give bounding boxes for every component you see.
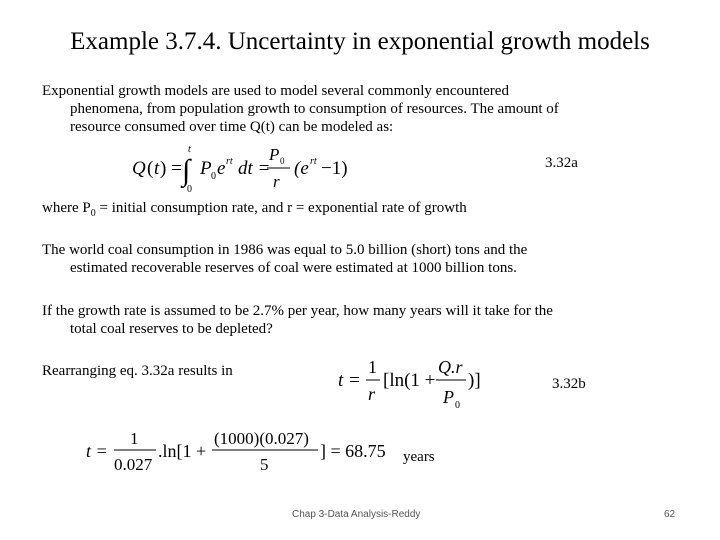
eq-c-result: ] = 68.75: [320, 441, 386, 461]
eq-b-denominator-sub: 0: [455, 400, 460, 411]
equation-label-3-32a: 3.32a: [545, 155, 578, 171]
eq-b-ln-open: [ln(1 +: [383, 370, 436, 391]
eq-a-P: P: [200, 158, 212, 179]
where-line: [42, 199, 682, 223]
page-number: 62: [664, 509, 676, 520]
eq-a-P-sub: 0: [211, 171, 216, 182]
eq-c-one: 1: [130, 429, 139, 448]
question-line-1: If the growth rate is assumed to be 2.7% per year, how many years will it take for the: [42, 303, 553, 319]
eq-c-lhs: t =: [86, 441, 108, 461]
where-subscript: 0: [90, 208, 96, 219]
rearranging-text: Rearranging eq. 3.32a results in: [42, 363, 233, 379]
eq-c-rate: 0.027: [114, 455, 153, 474]
eq-b-lhs: t =: [338, 370, 361, 391]
coal-paragraph: [42, 241, 682, 277]
intro-line-1: Exponential growth models are used to model several commonly encountered: [42, 83, 509, 99]
eq-c-ln-open: .ln[1 +: [158, 441, 207, 461]
eq-a-frac-den: r: [273, 172, 280, 191]
eq-a-dt: dt =: [238, 158, 271, 179]
intro-paragraph: [42, 82, 682, 136]
eq-c-numerator: (1000)(0.027): [214, 429, 309, 448]
eq-a-Q: Q: [132, 158, 146, 179]
eq-b-close: )]: [468, 370, 481, 391]
eq-b-numerator: Q.r: [438, 357, 463, 377]
eq-a-frac-num: P: [269, 145, 280, 164]
eq-b-one: 1: [368, 357, 377, 377]
eq-c-denominator: 5: [260, 455, 269, 474]
coal-line-1: The world coal consumption in 1986 was equal to 5.0 billion (short) tons and the: [42, 242, 528, 258]
eq-a-lparen: (: [147, 158, 154, 179]
coal-line-2: estimated recoverable reserves of coal were estimated at 1000 billion tons.: [70, 260, 517, 276]
where-suffix: = initial consumption rate, and r = exponential rate of growth: [95, 200, 467, 216]
question-line-2: total coal reserves to be depleted?: [70, 321, 273, 337]
integral-sign: ∫: [182, 154, 191, 187]
footer-text: Chap 3-Data Analysis-Reddy: [292, 509, 421, 520]
eq-a-rparen-eq: ) =: [160, 158, 182, 179]
slide-title: Example 3.7.4. Uncertainty in exponential growth models: [70, 28, 650, 55]
equation-3-32a: [130, 142, 350, 194]
where-prefix: where P: [42, 200, 91, 216]
eq-b-r: r: [368, 384, 376, 404]
integral-upper-limit: t: [188, 144, 191, 155]
intro-line-3: resource consumed over time Q(t) can be modeled as:: [70, 119, 394, 135]
eq-a-tail-exponent: rt: [310, 156, 317, 167]
intro-line-2: phenomena, from population growth to consumption of resources. The amount of: [70, 101, 559, 117]
eq-a-e: e: [217, 158, 226, 179]
equation-3-32b: [336, 355, 496, 415]
integral-lower-limit: 0: [187, 184, 192, 194]
eq-a-t: t: [154, 158, 160, 179]
eq-a-tail-open: (e: [294, 158, 309, 179]
eq-a-exponent: rt: [226, 156, 233, 167]
years-label: years: [403, 449, 435, 465]
eq-a-tail-close: −1): [321, 158, 348, 179]
eq-a-frac-num-sub: 0: [280, 156, 285, 166]
equation-label-3-32b: 3.32b: [552, 376, 586, 392]
eq-b-denominator: P: [443, 387, 454, 407]
equation-numeric: [84, 428, 394, 478]
question-paragraph: [42, 302, 682, 338]
